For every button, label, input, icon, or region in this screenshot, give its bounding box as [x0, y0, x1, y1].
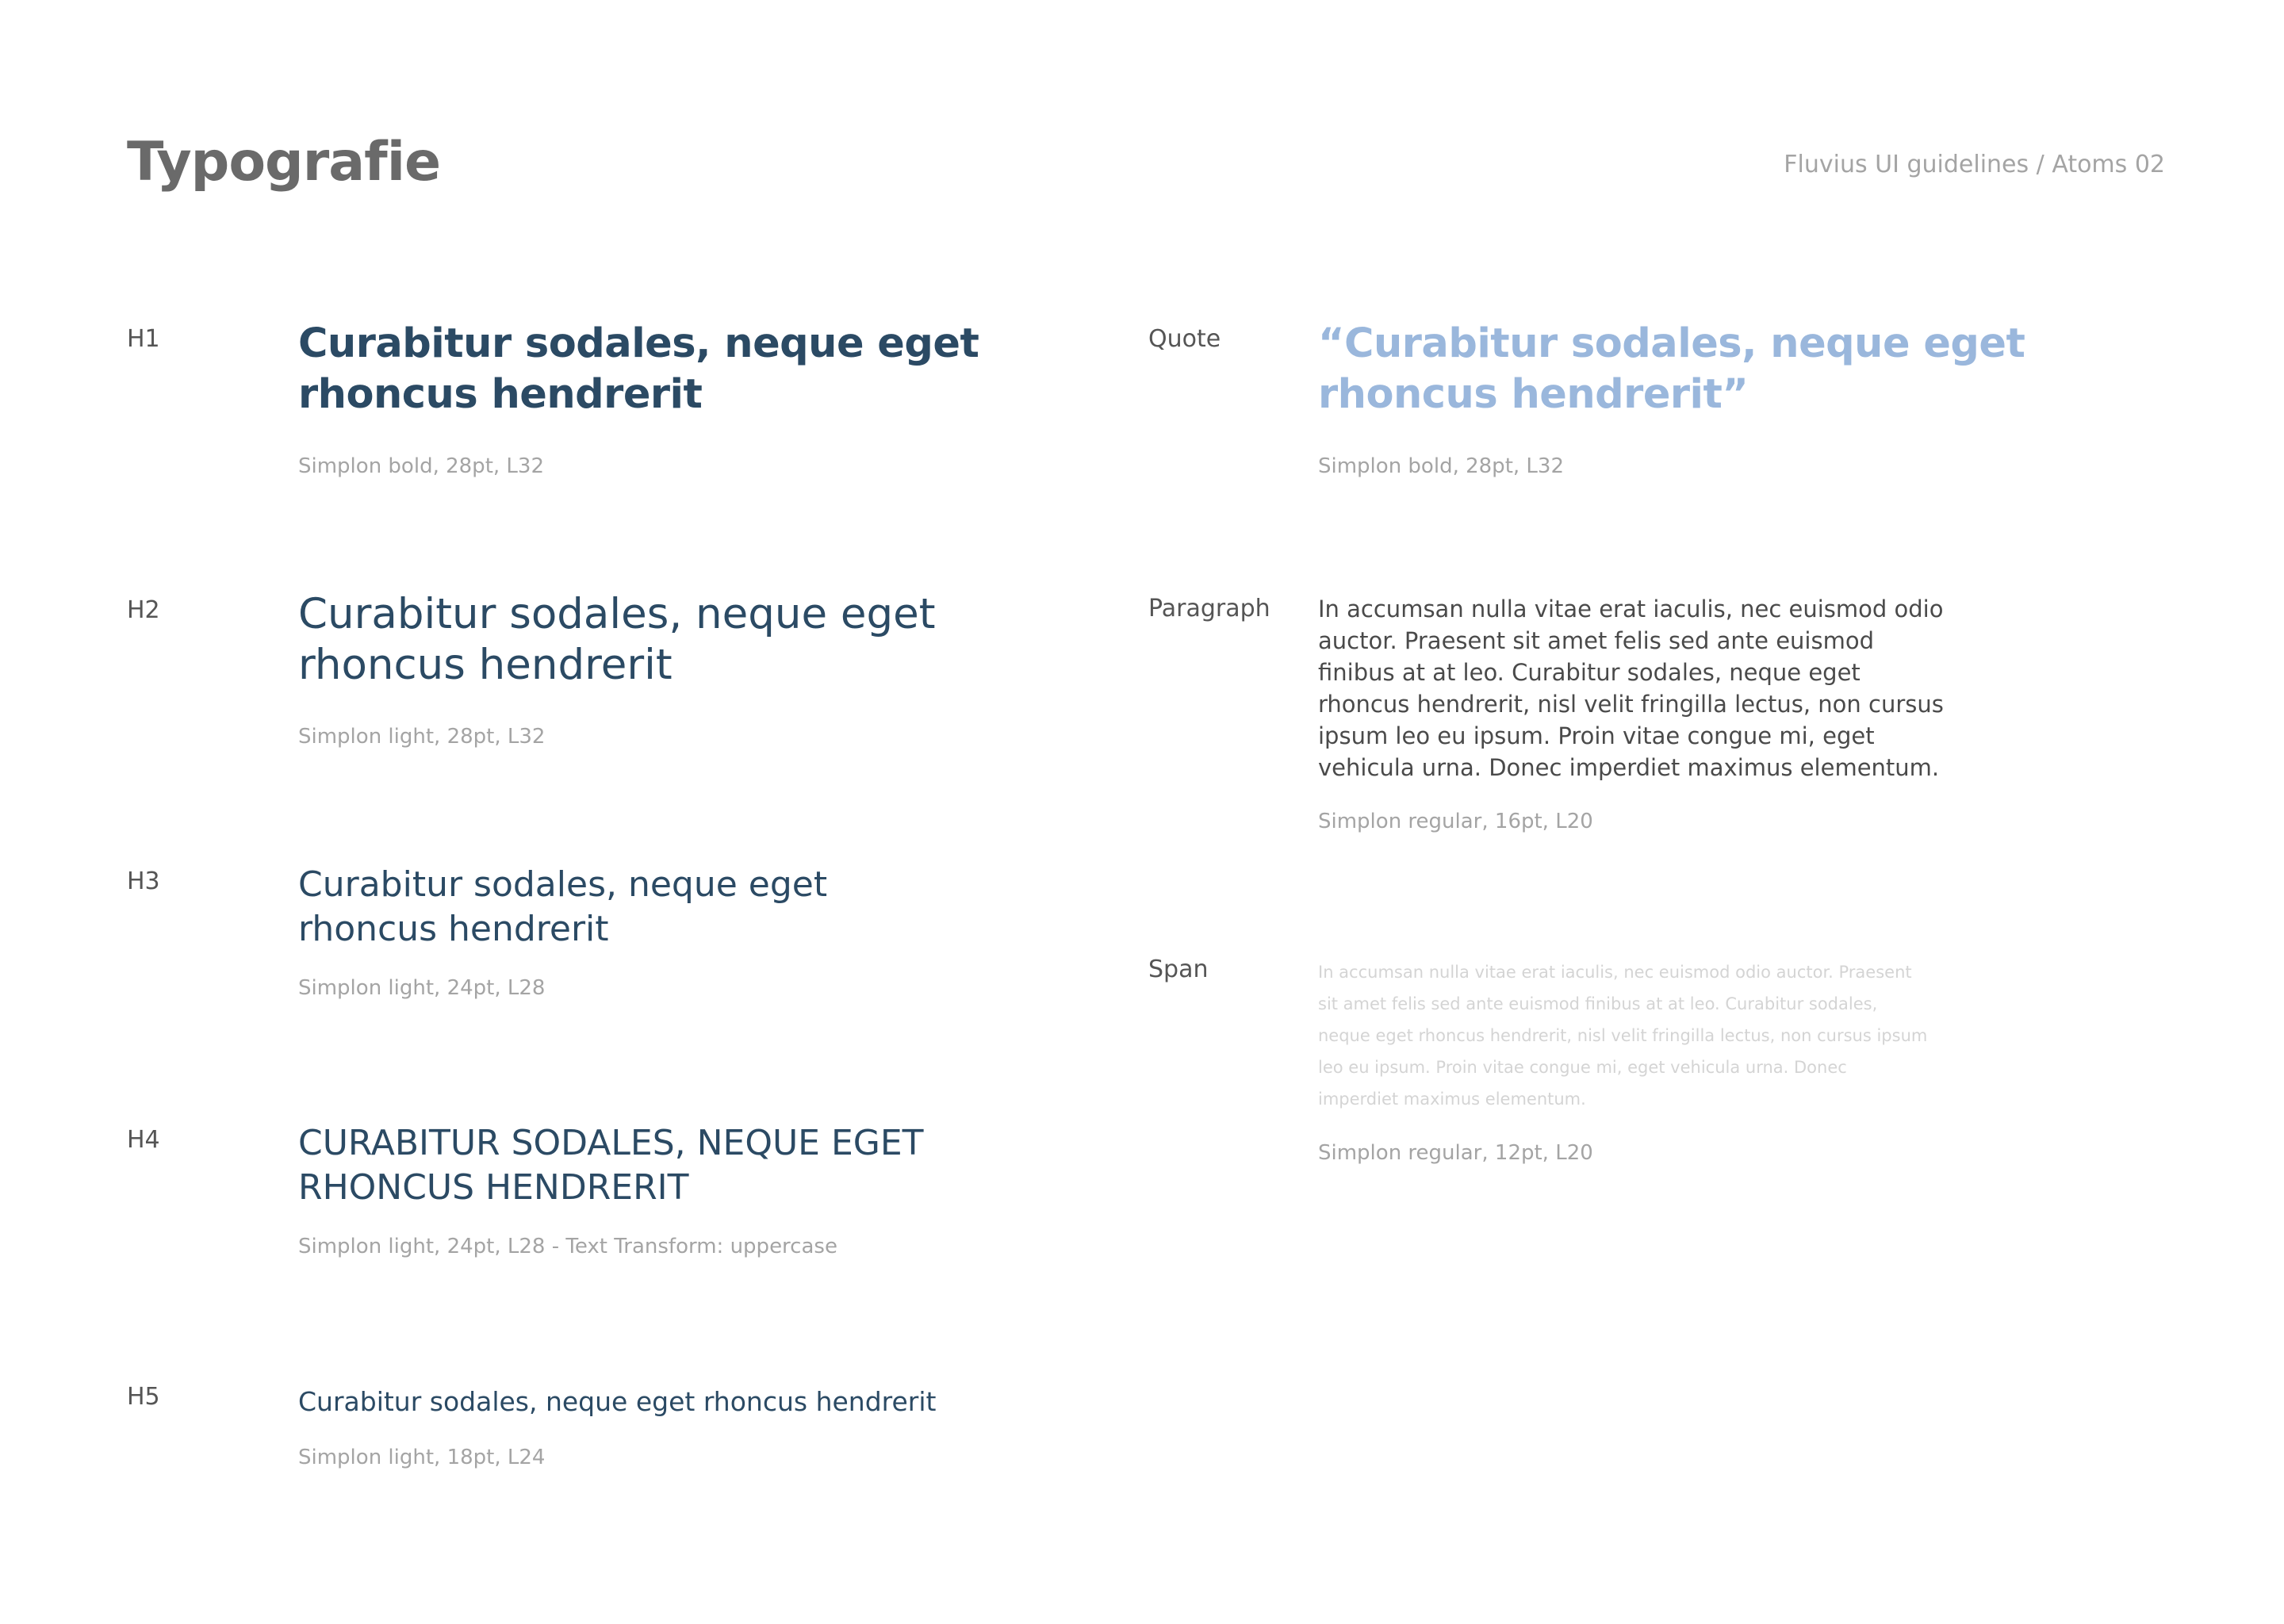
h2-caption: Simplon light, 28pt, L32: [298, 725, 546, 749]
h5-specimen: [298, 1385, 1091, 1472]
h5-caption: Simplon light, 18pt, L24: [298, 1446, 546, 1469]
h5-sample: Curabitur sodales, neque eget rhoncus hendrerit: [298, 1386, 937, 1417]
h4-specimen: [298, 1121, 1012, 1261]
quote-sample: “Curabitur sodales, neque eget rhoncus hendrerit”: [1318, 320, 2025, 418]
h2-specimen: [298, 589, 1012, 751]
span-sample: In accumsan nulla vitae erat iaculis, nec euismod odio auctor. Praesent sit amet felis sed ante euismod finibus at at leo. Curabitur sodales, neque eget rhoncus hendrerit, nisl velit fringilla lectus, non cursus ipsum leo eu ipsum. Proin vitae congue mi, eget vehicula urna. Donec imperdiet maximus elementum.: [1318, 963, 1928, 1109]
h4-label: H4: [127, 1126, 160, 1154]
h1-sample: Curabitur sodales, neque eget rhoncus hendrerit: [298, 320, 979, 418]
quote-caption: Simplon bold, 28pt, L32: [1318, 454, 1564, 478]
quote-specimen: [1318, 319, 2048, 481]
span-specimen: [1318, 956, 1929, 1167]
h4-sample: CURABITUR SODALES, NEQUE EGET RHONCUS HENDRERIT: [298, 1123, 924, 1208]
h2-label: H2: [127, 596, 160, 624]
h3-caption: Simplon light, 24pt, L28: [298, 976, 546, 1000]
h4-caption: Simplon light, 24pt, L28 - Text Transform: uppercase: [298, 1235, 837, 1258]
paragraph-specimen: [1318, 593, 1945, 836]
h3-sample: Curabitur sodales, neque eget rhoncus hendrerit: [298, 864, 828, 949]
h1-specimen: [298, 319, 1012, 481]
h3-label: H3: [127, 868, 160, 895]
paragraph-caption: Simplon regular, 16pt, L20: [1318, 810, 1593, 833]
paragraph-sample: In accumsan nulla vitae erat iaculis, nec euismod odio auctor. Praesent sit amet felis sed ante euismod finibus at at leo. Curabitur sodales, neque eget rhoncus hendrerit, nisl velit fringilla lectus, non cursus ipsum leo eu ipsum. Proin vitae congue mi, eget vehicula urna. Donec imperdiet maximus elementum.: [1318, 596, 1944, 781]
h2-sample: Curabitur sodales, neque eget rhoncus hendrerit: [298, 590, 936, 689]
span-caption: Simplon regular, 12pt, L20: [1318, 1141, 1593, 1165]
page-title: Typografie: [127, 131, 441, 193]
h1-caption: Simplon bold, 28pt, L32: [298, 454, 544, 478]
quote-label: Quote: [1148, 325, 1221, 353]
h1-label: H1: [127, 325, 160, 353]
breadcrumb: Fluvius UI guidelines / Atoms 02: [1784, 151, 2165, 178]
span-label: Span: [1148, 956, 1209, 983]
h5-label: H5: [127, 1383, 160, 1411]
paragraph-label: Paragraph: [1148, 595, 1270, 622]
h3-specimen: [298, 863, 956, 1002]
